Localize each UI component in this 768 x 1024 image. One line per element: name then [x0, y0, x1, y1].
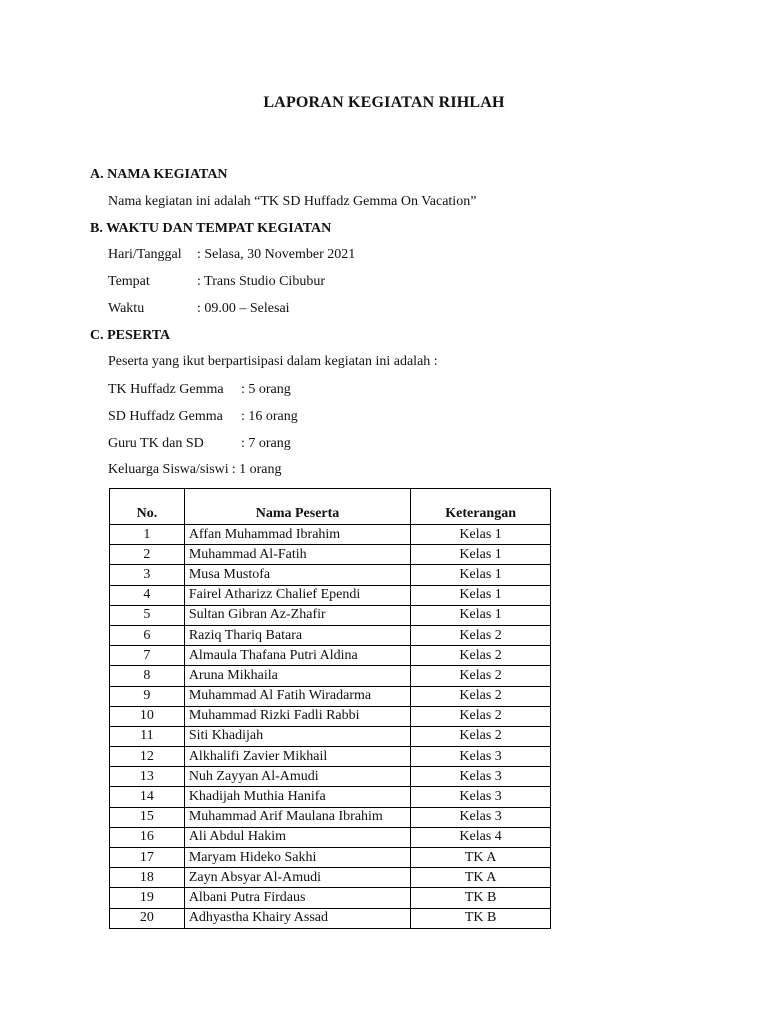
- participant-summary-row: [108, 462, 281, 478]
- participant-summary-row: [108, 382, 291, 398]
- participant-name: Khadijah Muthia Hanifa: [184, 787, 410, 807]
- participant-class: TK A: [411, 868, 551, 888]
- participant-class: Kelas 3: [411, 747, 551, 767]
- participant-class: Kelas 1: [411, 545, 551, 565]
- participant-class: Kelas 2: [411, 666, 551, 686]
- participant-name: Almaula Thafana Putri Aldina: [184, 646, 410, 666]
- summary-label: SD Huffadz Gemma: [108, 409, 223, 424]
- table-row: [110, 747, 551, 767]
- participant-class: Kelas 4: [411, 827, 551, 847]
- row-number: 10: [110, 706, 185, 726]
- table-row: [110, 686, 551, 706]
- schedule-value: : Trans Studio Cibubur: [197, 274, 325, 289]
- participant-class: Kelas 1: [411, 565, 551, 585]
- row-number: 9: [110, 686, 185, 706]
- participant-name: Adhyastha Khairy Assad: [184, 908, 410, 928]
- section-a-heading: A. NAMA KEGIATAN: [90, 167, 228, 182]
- summary-value: : 5 orang: [241, 382, 291, 397]
- table-row: [110, 525, 551, 545]
- table-row: [110, 625, 551, 645]
- row-number: 4: [110, 585, 185, 605]
- row-number: 18: [110, 868, 185, 888]
- table-row: [110, 807, 551, 827]
- row-number: 5: [110, 605, 185, 625]
- table-row: [110, 646, 551, 666]
- table-row: [110, 888, 551, 908]
- table-row: [110, 726, 551, 746]
- row-number: 8: [110, 666, 185, 686]
- participant-name: Alkhalifi Zavier Mikhail: [184, 747, 410, 767]
- participant-summary-row: [108, 409, 298, 425]
- participant-class: Kelas 3: [411, 767, 551, 787]
- participant-class: Kelas 2: [411, 726, 551, 746]
- section-b-heading: B. WAKTU DAN TEMPAT KEGIATAN: [90, 221, 332, 236]
- row-number: 20: [110, 908, 185, 928]
- table-header-row: [110, 489, 551, 525]
- row-number: 6: [110, 625, 185, 645]
- column-header-note: Keterangan: [411, 489, 551, 525]
- row-number: 19: [110, 888, 185, 908]
- participant-name: Raziq Thariq Batara: [184, 625, 410, 645]
- participant-name: Maryam Hideko Sakhi: [184, 848, 410, 868]
- report-title: LAPORAN KEGIATAN RIHLAH: [263, 94, 505, 111]
- summary-value: : 1 orang: [231, 462, 282, 477]
- participant-class: TK B: [411, 908, 551, 928]
- schedule-row-time: [108, 301, 290, 317]
- participant-class: Kelas 3: [411, 787, 551, 807]
- summary-value: : 7 orang: [241, 436, 291, 451]
- summary-value: : 16 orang: [241, 409, 298, 424]
- section-c-heading: C. PESERTA: [90, 328, 171, 343]
- participant-table: [109, 488, 551, 929]
- participant-class: Kelas 1: [411, 525, 551, 545]
- row-number: 14: [110, 787, 185, 807]
- table-row: [110, 787, 551, 807]
- schedule-label: Tempat: [108, 274, 150, 289]
- participant-name: Muhammad Rizki Fadli Rabbi: [184, 706, 410, 726]
- schedule-value: : 09.00 – Selesai: [197, 301, 290, 316]
- row-number: 12: [110, 747, 185, 767]
- row-number: 15: [110, 807, 185, 827]
- participant-name: Zayn Absyar Al-Amudi: [184, 868, 410, 888]
- participant-name: Siti Khadijah: [184, 726, 410, 746]
- row-number: 16: [110, 827, 185, 847]
- row-number: 2: [110, 545, 185, 565]
- participant-class: Kelas 3: [411, 807, 551, 827]
- table-row: [110, 585, 551, 605]
- table-row: [110, 848, 551, 868]
- table-row: [110, 767, 551, 787]
- table-row: [110, 827, 551, 847]
- participant-name: Sultan Gibran Az-Zhafir: [184, 605, 410, 625]
- table-row: [110, 868, 551, 888]
- row-number: 13: [110, 767, 185, 787]
- row-number: 3: [110, 565, 185, 585]
- participant-class: Kelas 2: [411, 706, 551, 726]
- participant-class: Kelas 2: [411, 625, 551, 645]
- participant-name: Muhammad Al Fatih Wiradarma: [184, 686, 410, 706]
- participant-name: Fairel Atharizz Chalief Ependi: [184, 585, 410, 605]
- schedule-row-place: [108, 274, 325, 290]
- table-row: [110, 545, 551, 565]
- participant-class: Kelas 1: [411, 605, 551, 625]
- summary-label: TK Huffadz Gemma: [108, 382, 224, 397]
- section-a-text: Nama kegiatan ini adalah “TK SD Huffadz Gemma On Vacation”: [108, 194, 477, 209]
- participant-class: Kelas 2: [411, 646, 551, 666]
- row-number: 7: [110, 646, 185, 666]
- participant-name: Ali Abdul Hakim: [184, 827, 410, 847]
- schedule-label: Hari/Tanggal: [108, 247, 182, 262]
- participant-name: Affan Muhammad Ibrahim: [184, 525, 410, 545]
- participant-class: Kelas 2: [411, 686, 551, 706]
- table-row: [110, 666, 551, 686]
- table-row: [110, 565, 551, 585]
- row-number: 1: [110, 525, 185, 545]
- participant-class: Kelas 1: [411, 585, 551, 605]
- participant-name: Muhammad Arif Maulana Ibrahim: [184, 807, 410, 827]
- schedule-value: : Selasa, 30 November 2021: [197, 247, 356, 262]
- participant-name: Musa Mustofa: [184, 565, 410, 585]
- row-number: 17: [110, 848, 185, 868]
- participant-name: Muhammad Al-Fatih: [184, 545, 410, 565]
- column-header-no: No.: [110, 489, 185, 525]
- section-c-intro: Peserta yang ikut berpartisipasi dalam kegiatan ini adalah :: [108, 354, 438, 369]
- summary-label: Guru TK dan SD: [108, 436, 204, 451]
- participant-table-body: [110, 525, 551, 929]
- participant-class: TK B: [411, 888, 551, 908]
- participant-name: Aruna Mikhaila: [184, 666, 410, 686]
- summary-label: Keluarga Siswa/siswi: [108, 462, 229, 477]
- participant-name: Nuh Zayyan Al-Amudi: [184, 767, 410, 787]
- schedule-label: Waktu: [108, 301, 145, 316]
- table-row: [110, 605, 551, 625]
- participant-summary-row: [108, 436, 291, 452]
- column-header-name: Nama Peserta: [184, 489, 410, 525]
- table-row: [110, 908, 551, 928]
- schedule-row-date: [108, 247, 355, 263]
- table-row: [110, 706, 551, 726]
- participant-class: TK A: [411, 848, 551, 868]
- row-number: 11: [110, 726, 185, 746]
- participant-name: Albani Putra Firdaus: [184, 888, 410, 908]
